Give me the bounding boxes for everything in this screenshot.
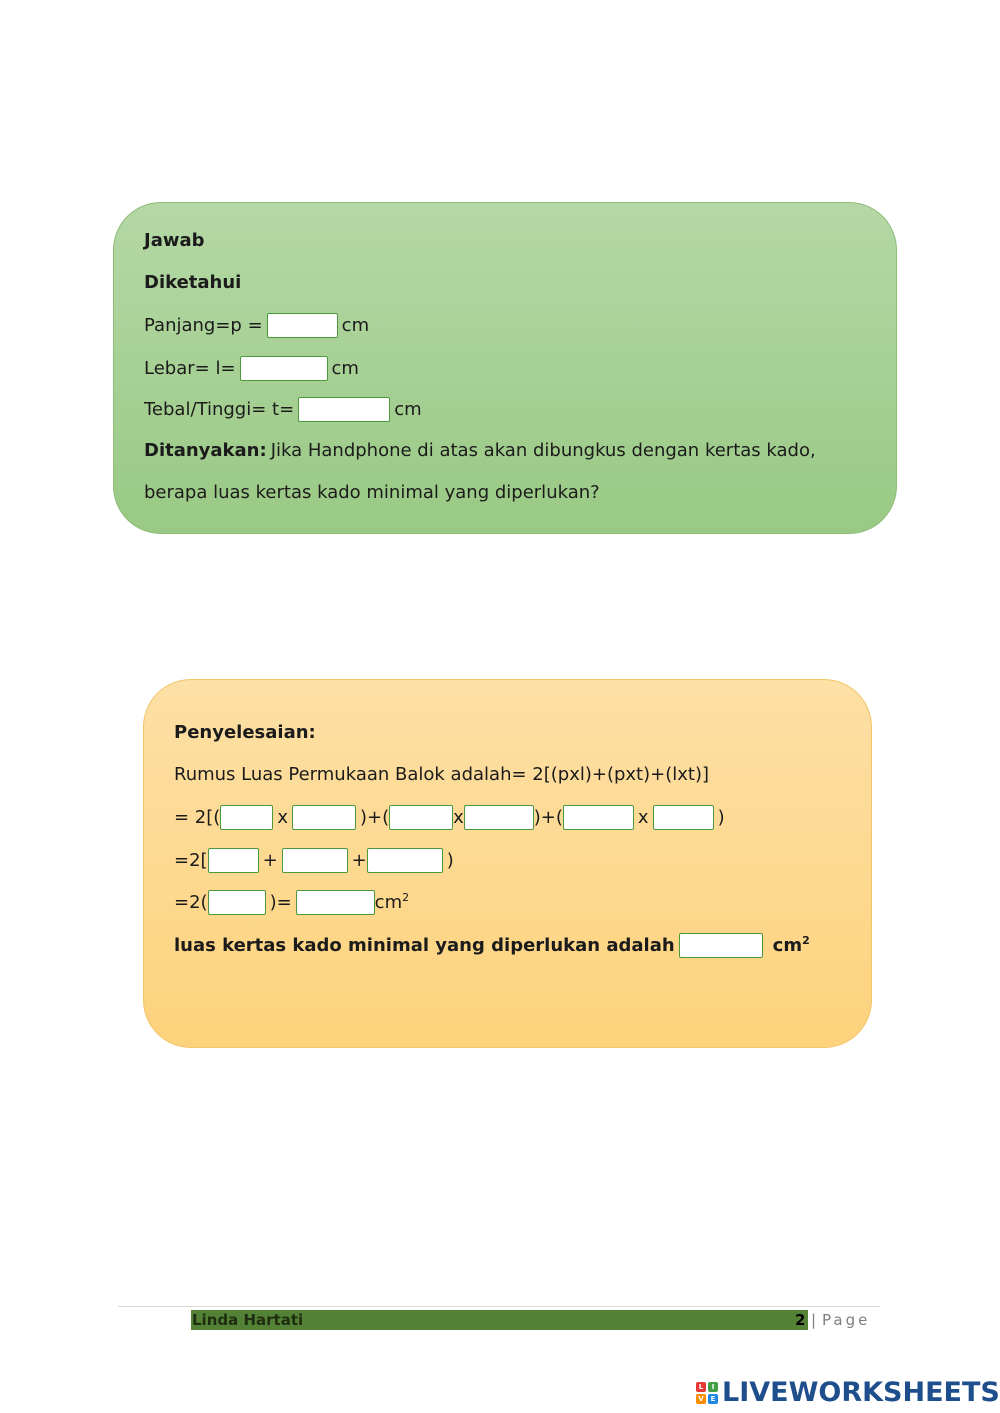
row1-prefix: = 2[( <box>174 806 221 828</box>
times-sign: x <box>277 806 288 828</box>
lebar-row <box>144 356 359 381</box>
question-text: Jika Handphone di atas akan dibungkus dengan kertas kado, <box>270 440 816 461</box>
row1-input-2[interactable] <box>292 805 356 830</box>
conclusion-row <box>174 933 810 958</box>
question-label: Ditanyakan: <box>144 440 267 461</box>
close-plus-open: )+( <box>359 806 390 828</box>
row2-prefix: =2[ <box>174 849 208 871</box>
final-unit-cm2: $cm^2$ <box>772 933 810 956</box>
footer-page-number: 2 <box>795 1311 806 1329</box>
row2-input-1[interactable] <box>208 848 259 873</box>
row1-input-1[interactable] <box>220 805 273 830</box>
footer-rule <box>118 1306 880 1307</box>
row3-input-1[interactable] <box>208 890 266 915</box>
calc-row-1 <box>174 805 725 830</box>
close-plus-open: )+( <box>533 806 563 828</box>
calc-row-2 <box>174 848 454 873</box>
row1-input-3[interactable] <box>389 805 453 830</box>
tebal-input[interactable] <box>298 397 390 422</box>
times-sign: x <box>637 806 649 828</box>
brand-name: LIVEWORKSHEETS <box>722 1377 1000 1408</box>
panjang-row <box>144 313 369 338</box>
tebal-row <box>144 397 422 422</box>
row2-input-2[interactable] <box>282 848 348 873</box>
panjang-label: Panjang=p = <box>144 314 263 336</box>
row1-input-6[interactable] <box>653 805 714 830</box>
tebal-label: Tebal/Tinggi= t= <box>144 398 295 420</box>
row3-input-2[interactable] <box>296 890 375 915</box>
footer-page-word: Page <box>822 1311 871 1329</box>
liveworksheets-brand <box>696 1378 1000 1408</box>
row3-prefix: =2( <box>174 891 208 913</box>
close-paren: ) <box>717 806 725 828</box>
lebar-input[interactable] <box>240 356 328 381</box>
times-sign: x <box>453 806 464 828</box>
logo-letter: E <box>708 1394 718 1404</box>
conclusion-text: luas kertas kado minimal yang diperlukan adalah <box>174 934 675 956</box>
liveworksheets-logo-icon <box>696 1382 718 1404</box>
plus-sign: + <box>351 849 367 871</box>
solution-heading: Penyelesaian: <box>174 722 316 743</box>
row3-equals: )= <box>269 891 292 913</box>
known-heading: Diketahui <box>144 272 242 293</box>
tebal-unit: cm <box>394 398 422 420</box>
row2-input-3[interactable] <box>367 848 443 873</box>
lebar-label: Lebar= l= <box>144 357 236 379</box>
logo-letter: L <box>696 1382 706 1392</box>
logo-letter: V <box>696 1394 706 1404</box>
footer-separator: | <box>811 1311 817 1329</box>
close-paren: ) <box>446 849 454 871</box>
question-row <box>144 439 816 463</box>
question-text-2: berapa luas kertas kado minimal yang diperlukan? <box>144 482 600 503</box>
logo-letter: I <box>708 1382 718 1392</box>
panjang-input[interactable] <box>267 313 338 338</box>
row1-input-5[interactable] <box>563 805 634 830</box>
final-answer-input[interactable] <box>679 933 763 958</box>
row1-input-4[interactable] <box>464 805 534 830</box>
formula-text: Rumus Luas Permukaan Balok adalah= 2[(pxl)+(pxt)+(lxt)] <box>174 764 709 785</box>
plus-sign: + <box>262 849 278 871</box>
unit-cm2: $cm^2$ <box>374 890 410 913</box>
lebar-unit: cm <box>331 357 359 379</box>
panjang-unit: cm <box>341 314 370 336</box>
footer-author: Linda Hartati <box>192 1311 304 1329</box>
calc-row-3 <box>174 890 409 915</box>
answer-heading: Jawab <box>144 230 205 251</box>
